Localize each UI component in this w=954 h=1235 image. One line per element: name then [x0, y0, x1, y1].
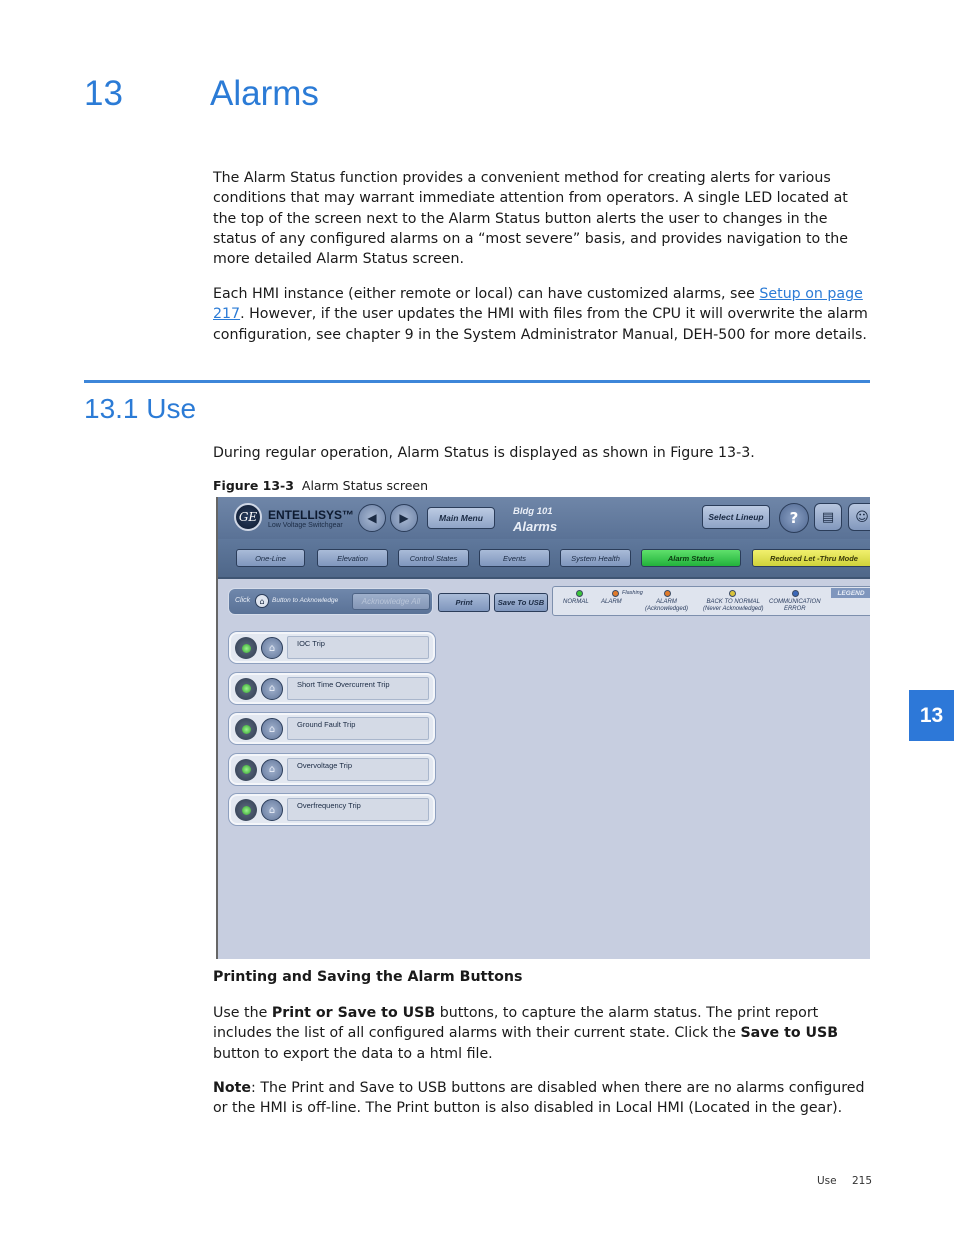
printing-paragraph	[213, 1003, 873, 1064]
clipboard-icon[interactable]: ▤	[814, 503, 842, 531]
main-menu-button[interactable]: Main Menu	[427, 507, 495, 529]
save-to-usb-button[interactable]: Save To USB	[494, 593, 548, 612]
alarm-row[interactable]	[229, 632, 435, 663]
alarm-led-icon	[235, 759, 257, 781]
acknowledge-lock-icon[interactable]: ⌂	[261, 759, 283, 781]
nav-system-health[interactable]: System Health	[560, 549, 631, 567]
figure-caption-text: Alarm Status screen	[301, 478, 429, 493]
nav-reduced-let-thru[interactable]: Reduced Let -Thru Mode	[752, 549, 870, 567]
alarm-row[interactable]	[229, 673, 435, 704]
hmi-nav-bar	[218, 539, 870, 579]
alarm-label: Overvoltage Trip	[297, 760, 353, 770]
legend-tag: LEGEND	[831, 588, 870, 598]
printing-text-a: Use the	[213, 1005, 272, 1021]
legend-back-normal-sub: (Never Acknowledged)	[703, 605, 764, 612]
legend-alarm: ALARM	[601, 599, 622, 605]
printing-text-d: Save to USB	[740, 1025, 839, 1042]
legend-led-comm-error	[792, 590, 799, 597]
alarm-led	[242, 644, 251, 653]
alarm-row[interactable]	[229, 794, 435, 825]
brand-subtitle: Low Voltage Switchgear	[268, 522, 343, 529]
alarm-led-icon	[235, 678, 257, 700]
footer-page-number: 215	[852, 1175, 873, 1187]
section-rule	[84, 380, 870, 383]
legend-back-normal-label: BACK TO NORMAL	[706, 599, 761, 605]
alarm-row[interactable]	[229, 754, 435, 785]
alarm-label: Short Time Overcurrent Trip	[297, 679, 390, 689]
screen-title: Alarms	[513, 519, 558, 534]
alarm-row[interactable]	[229, 713, 435, 744]
intro-p2-text-after: . However, if the user updates the HMI with files from the CPU it will overwrite the alarm configuration, see chapter 9 in the System Administrator Manual, DEH-500 for more details.	[213, 306, 868, 343]
print-button[interactable]: Print	[438, 593, 490, 612]
alarm-led	[242, 684, 251, 693]
alarm-label: IOC Trip	[297, 639, 325, 648]
alarm-led	[242, 806, 251, 815]
printing-heading: Printing and Saving the Alarm Buttons	[213, 969, 523, 985]
ge-logo: GE	[234, 503, 262, 531]
legend-alarm-ack-label: ALARM	[656, 599, 677, 605]
note-text: : The Print and Save to USB buttons are disabled when there are no alarms configured or the HMI is off-line. The Print button is also disabled in Local HMI (Located in the gear).	[213, 1080, 865, 1117]
acknowledge-lock-icon[interactable]: ⌂	[261, 637, 283, 659]
section-paragraph: During regular operation, Alarm Status is displayed as shown in Figure 13-3.	[213, 445, 755, 461]
legend-led-alarm-ack	[664, 590, 671, 597]
acknowledge-lock-icon[interactable]: ⌂	[261, 718, 283, 740]
building-label: Bldg 101	[513, 506, 553, 517]
nav-events[interactable]: Events	[479, 549, 550, 567]
alarm-led-icon	[235, 718, 257, 740]
forward-arrow-icon[interactable]: ▶	[390, 504, 418, 532]
acknowledge-bar	[228, 588, 433, 615]
legend-alarm-ack	[645, 599, 688, 612]
nav-control-states[interactable]: Control States	[398, 549, 469, 567]
help-icon[interactable]: ?	[779, 503, 809, 533]
section-title: 13.1 Use	[84, 393, 197, 424]
acknowledge-lock-icon[interactable]: ⌂	[261, 799, 283, 821]
footer-section: Use	[817, 1175, 837, 1187]
users-icon[interactable]: ☺	[848, 503, 870, 531]
legend-comm-error-sub: ERROR	[783, 605, 806, 612]
printing-text-c: buttons, to capture the alarm status. The print report includes the list of all configured alarms with their current state. Click the	[213, 1005, 819, 1042]
nav-alarm-status[interactable]: Alarm Status	[641, 549, 741, 567]
alarm-led	[242, 725, 251, 734]
legend-led-alarm	[612, 590, 619, 597]
legend-led-normal	[576, 590, 583, 597]
chapter-side-tab[interactable]: 13	[909, 690, 954, 741]
acknowledge-lock-icon[interactable]: ⌂	[261, 678, 283, 700]
chapter-title: Alarms	[210, 74, 319, 113]
legend-normal: NORMAL	[563, 599, 589, 605]
alarm-led-icon	[235, 637, 257, 659]
setup-link[interactable]: Setup on page 217	[213, 286, 863, 323]
printing-text-b: Print or Save to USB	[271, 1005, 436, 1021]
legend-comm-error-label: COMMUNICATION	[769, 599, 821, 605]
intro-p2-text: Each HMI instance (either remote or local) can have customized alarms, see	[213, 286, 760, 302]
intro-paragraph-1: The Alarm Status function provides a convenient method for creating alerts for various conditions that may warrant immediate attention from operators. A single LED located at the top of the screen next to the Alarm Status button alerts the user to changes in the status of any configured alarms on a “most severe” basis, and provides navigation to the more detailed Alarm Status screen.	[213, 170, 849, 268]
intro-paragraph-2	[213, 284, 873, 345]
hmi-top-bar	[218, 497, 870, 539]
note-paragraph	[213, 1078, 873, 1119]
legend-comm-error	[769, 599, 821, 612]
legend-led-back-normal	[729, 590, 736, 597]
legend-panel	[552, 586, 870, 616]
brand-name: ENTELLISYS™	[268, 508, 355, 522]
acknowledge-all-button[interactable]: Acknowledge All	[352, 593, 430, 610]
nav-one-line[interactable]: One-Line	[236, 549, 305, 567]
alarm-label: Overfrequency Trip	[297, 801, 361, 810]
printing-text-e: button to export the data to a html file.	[213, 1045, 493, 1062]
lock-icon: ⌂	[255, 594, 269, 608]
note-label: Note	[213, 1080, 252, 1096]
ack-click-text: Click	[235, 597, 251, 604]
alarm-label: Ground Fault Trip	[297, 720, 356, 729]
nav-elevation[interactable]: Elevation	[317, 549, 388, 567]
figure-caption	[213, 478, 428, 493]
legend-back-normal	[703, 599, 763, 612]
alarm-led-icon	[235, 799, 257, 821]
figure-label: Figure 13-3	[213, 478, 294, 493]
ack-instruction: Button to Acknowledge	[272, 597, 339, 604]
legend-flashing: Flashing	[622, 590, 643, 596]
chapter-number: 13	[84, 74, 123, 113]
select-lineup-button[interactable]: Select Lineup	[702, 505, 770, 529]
alarm-led	[242, 765, 251, 774]
legend-alarm-ack-sub: (Acknowledged)	[645, 605, 689, 612]
back-arrow-icon[interactable]: ◀	[358, 504, 386, 532]
alarm-status-screenshot	[216, 497, 870, 959]
